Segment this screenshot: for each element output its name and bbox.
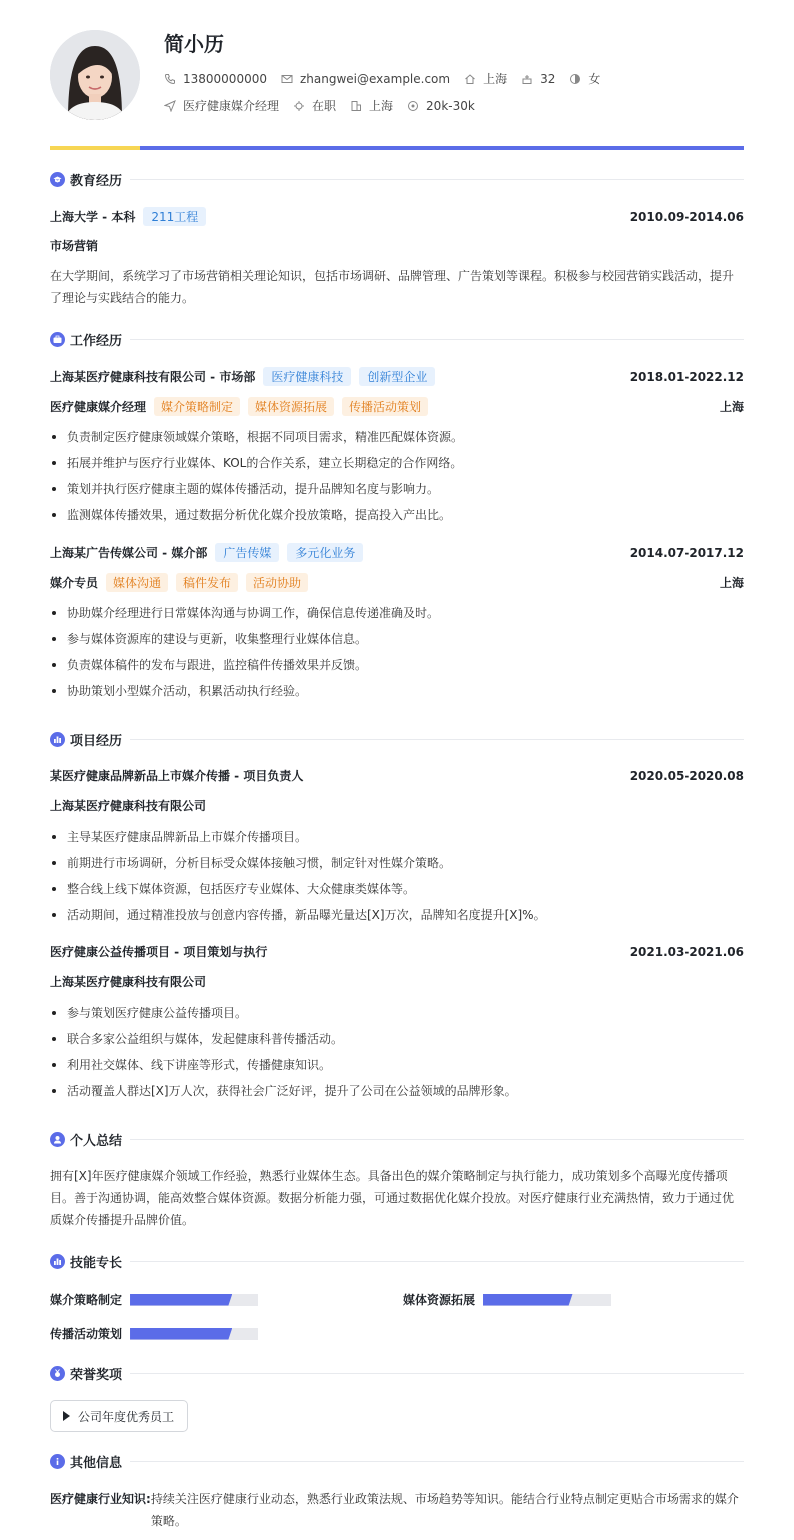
- projects-section-header: [50, 729, 744, 749]
- summary-section-header: [50, 1129, 744, 1149]
- role-tag: 活动协助: [246, 573, 308, 592]
- mail-icon: [281, 73, 293, 85]
- other-label: 医疗健康行业知识:: [50, 1492, 151, 1506]
- role-tag: 稿件发布: [176, 573, 238, 592]
- role-name: 医疗健康媒介经理: [50, 400, 147, 414]
- skill-name: 媒体资源拓展: [403, 1293, 476, 1307]
- avatar: [50, 30, 140, 120]
- skill-bar: [130, 1328, 258, 1340]
- header-divider: [50, 146, 744, 150]
- list-item: 监测媒体传播效果，通过数据分析优化媒介投放策略，提高投入产出比。: [50, 502, 744, 528]
- work-location: 上海: [719, 576, 744, 590]
- list-item: 拓展并维护与医疗行业媒体、KOL的合作关系，建立长期稳定的合作网络。: [50, 450, 744, 476]
- list-item: 主导某医疗健康品牌新品上市媒介传播项目。: [50, 824, 744, 850]
- email-info: [281, 72, 450, 86]
- gender-info: [569, 70, 600, 87]
- gender-text: 女: [588, 72, 601, 86]
- section-title: 其他信息: [70, 1455, 123, 1471]
- list-item: 联合多家公益组织与媒体，发起健康科普传播活动。: [50, 1026, 744, 1052]
- age-text: 32: [540, 71, 556, 86]
- major-row: [50, 237, 744, 254]
- project-company: 上海某医疗健康科技有限公司: [50, 799, 207, 813]
- send-icon: [164, 100, 176, 112]
- medal-icon: [50, 1366, 65, 1381]
- section-title: 教育经历: [70, 173, 123, 189]
- work-item-header: [50, 543, 744, 562]
- skill-item: [50, 1291, 258, 1308]
- role-tag: 媒体资源拓展: [248, 397, 334, 416]
- work-period: 2018.01-2022.12: [629, 369, 744, 384]
- role-tag: 媒体沟通: [106, 573, 168, 592]
- chart-bars-icon: [50, 1254, 65, 1269]
- company-name: 上海某广告传媒公司 - 媒介部: [50, 546, 208, 560]
- other-section-header: [50, 1451, 744, 1471]
- age-icon: [521, 73, 533, 85]
- work-bullets: [50, 600, 744, 704]
- list-item: 策划并执行医疗健康主题的媒体传播活动，提升品牌知名度与影响力。: [50, 476, 744, 502]
- info-icon: [50, 1454, 65, 1469]
- work-period: 2014.07-2017.12: [629, 545, 744, 560]
- city-info: [464, 70, 507, 87]
- project-company: 上海某医疗健康科技有限公司: [50, 975, 207, 989]
- list-item: 整合线上线下媒体资源，包括医疗专业媒体、大众健康类媒体等。: [50, 876, 744, 902]
- section-title: 个人总结: [70, 1133, 123, 1149]
- salary-icon: [407, 100, 419, 112]
- section-title: 荣誉奖项: [70, 1367, 123, 1383]
- project-bullets: [50, 1000, 744, 1104]
- role-tag: 传播活动策划: [342, 397, 428, 416]
- position-text: 医疗健康媒介经理: [183, 99, 280, 113]
- list-item: 负责制定医疗健康领域媒介策略，根据不同项目需求，精准匹配媒体资源。: [50, 424, 744, 450]
- other-text: 持续关注医疗健康行业动态，熟悉行业政策法规、市场趋势等知识。能结合行业特点制定更贴合市场需求的媒介策略。: [150, 1492, 739, 1528]
- chart-bars-icon: [50, 732, 65, 747]
- company-tag: 多元化业务: [287, 543, 363, 562]
- summary-text: 拥有[X]年医疗健康媒介领域工作经验，熟悉行业媒体生态。具备出色的媒介策略制定与执行能力，成功策划多个高曝光度传播项目。善于沟通协调，能高效整合媒体资源。数据分析能力强，可通过数据优化媒介投放。对医疗健康行业充满热情，致力于通过优质媒介传播提升品牌价值。: [50, 1169, 735, 1227]
- major: 市场营销: [50, 239, 99, 253]
- education-header-row: [50, 207, 744, 226]
- project-header: [50, 767, 744, 784]
- project-period: 2020.05-2020.08: [629, 768, 744, 783]
- list-item: 活动覆盖人群达[X]万人次，获得社会广泛好评，提升了公司在公益领域的品牌形象。: [50, 1078, 744, 1104]
- age-info: [521, 72, 555, 86]
- candidate-name: 简小历: [164, 32, 224, 56]
- email-text: zhangwei@example.com: [299, 71, 451, 86]
- project-company-row: [50, 973, 744, 990]
- company-tag: 广告传媒: [215, 543, 279, 562]
- status-text: 在职: [312, 99, 337, 113]
- phone-icon: [164, 73, 176, 85]
- phone-info: [164, 72, 267, 86]
- salary-text: 20k-30k: [426, 98, 475, 113]
- list-item: 协助策划小型媒介活动，积累活动执行经验。: [50, 678, 744, 704]
- status-info: [293, 97, 336, 114]
- work-section-header: [50, 329, 744, 349]
- section-title: 项目经历: [70, 733, 123, 749]
- skills-section-header: [50, 1251, 744, 1271]
- work-item-header: [50, 367, 744, 386]
- list-item: 前期进行市场调研，分析目标受众媒体接触习惯，制定针对性媒介策略。: [50, 850, 744, 876]
- job-intent-row: [164, 97, 489, 114]
- education-period: 2010.09-2014.06: [629, 209, 744, 224]
- project-title: 医疗健康公益传播项目 - 项目策划与执行: [50, 945, 268, 959]
- section-title: 技能专长: [70, 1255, 123, 1271]
- list-item: 参与策划医疗健康公益传播项目。: [50, 1000, 744, 1026]
- project-period: 2021.03-2021.06: [629, 944, 744, 959]
- list-item: 活动期间，通过精准投放与创意内容传播，新品曝光量达[X]万次，品牌知名度提升[X]%。: [50, 902, 744, 928]
- company-tag: 医疗健康科技: [263, 367, 351, 386]
- briefcase-icon: [50, 332, 65, 347]
- work-role-row: [50, 397, 744, 416]
- education-description: 在大学期间，系统学习了市场营销相关理论知识，包括市场调研、品牌管理、广告策划等课程。积极参与校园营销实践活动，提升了理论与实践结合的能力。: [50, 269, 735, 305]
- graduation-cap-icon: [50, 172, 65, 187]
- role-tag: 媒介策略制定: [154, 397, 240, 416]
- skill-name: 媒介策略制定: [50, 1293, 123, 1307]
- skill-item: [403, 1291, 611, 1308]
- work-bullets: [50, 424, 744, 528]
- section-title: 工作经历: [70, 333, 123, 349]
- skill-name: 传播活动策划: [50, 1327, 123, 1341]
- project-header: [50, 943, 744, 960]
- work-city-text: 上海: [369, 99, 394, 113]
- skill-bar: [483, 1294, 611, 1306]
- award-item[interactable]: [50, 1400, 188, 1432]
- project-company-row: [50, 797, 744, 814]
- home-icon: [464, 73, 476, 85]
- education-section-header: [50, 169, 744, 189]
- salary-info: [407, 99, 475, 113]
- list-item: 协助媒介经理进行日常媒体沟通与协调工作，确保信息传递准确及时。: [50, 600, 744, 626]
- role-name: 媒介专员: [50, 576, 99, 590]
- building-icon: [350, 100, 362, 112]
- gender-icon: [569, 73, 581, 85]
- award-name: 公司年度优秀员工: [78, 1409, 175, 1424]
- city-text: 上海: [483, 72, 508, 86]
- position-info: [164, 97, 279, 114]
- list-item: 利用社交媒体、线下讲座等形式，传播健康知识。: [50, 1052, 744, 1078]
- skill-item: [50, 1325, 258, 1342]
- list-item: 负责媒体稿件的发布与跟进，监控稿件传播效果并反馈。: [50, 652, 744, 678]
- company-name: 上海某医疗健康科技有限公司 - 市场部: [50, 370, 256, 384]
- play-icon: [63, 1411, 70, 1421]
- contact-row: [164, 70, 614, 87]
- user-icon: [50, 1132, 65, 1147]
- phone-text: 13800000000: [183, 71, 267, 86]
- work-role-row: [50, 573, 744, 592]
- other-info-row: [50, 1488, 744, 1532]
- awards-section-header: [50, 1363, 744, 1383]
- status-icon: [293, 100, 305, 112]
- list-item: 参与媒体资源库的建设与更新，收集整理行业媒体信息。: [50, 626, 744, 652]
- project-title: 某医疗健康品牌新品上市媒介传播 - 项目负责人: [50, 769, 304, 783]
- company-tag: 创新型企业: [359, 367, 435, 386]
- work-location: 上海: [719, 400, 744, 414]
- skill-bar: [130, 1294, 258, 1306]
- school-tag: 211工程: [143, 207, 206, 226]
- project-bullets: [50, 824, 744, 928]
- school-name: 上海大学 - 本科: [50, 210, 136, 224]
- work-city-info: [350, 97, 393, 114]
